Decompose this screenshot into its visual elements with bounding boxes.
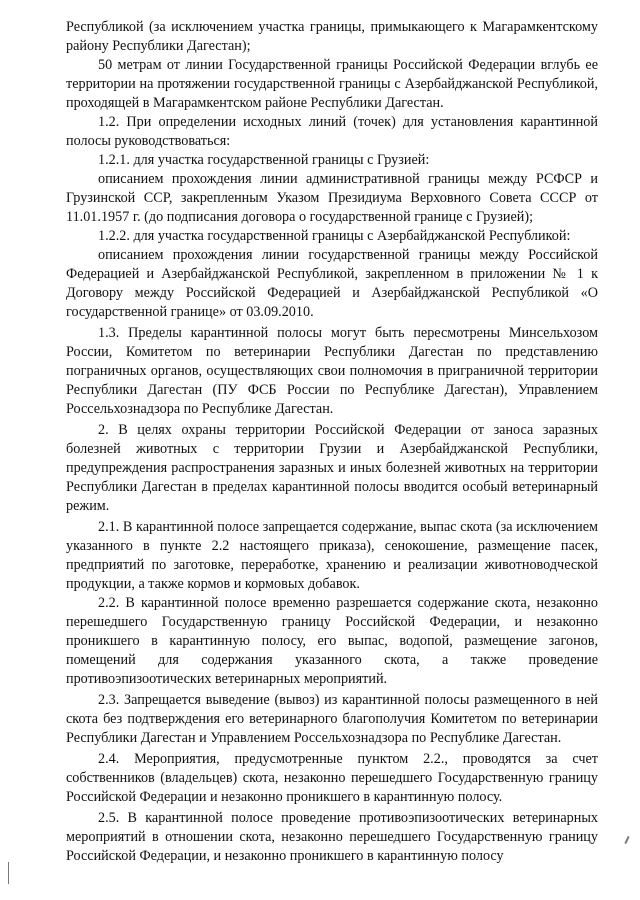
- paragraph-10: 2.1. В карантинной полосе запрещается содержание, выпас скота (за исключением указанного в пункте 2.2 настоящего приказа), сенокошение, размещение пасек, предприятий по заготовке, переработке, хранению и реализации животноводческой продукции, а также кормов и кормовых добавок.: [66, 519, 598, 592]
- paragraph-5: описанием прохождения линии административной границы между РСФСР и Грузинской ССР, закрепленным Указом Президиума Верховного Совета СССР от 11.01.1957 г. (до подписания договора о государственной границе с Грузией);: [66, 171, 598, 225]
- paragraph-13: 2.4. Мероприятия, предусмотренные пунктом 2.2., проводятся за счет собственников (владельцев) скота, незаконно перешедшего Государственную границу Российской Федерации и незаконно проникшего в карантинную полосу.: [66, 751, 598, 805]
- paragraph-8: 1.3. Пределы карантинной полосы могут быть пересмотрены Минсельхозом России, Комитетом по ветеринарии Республики Дагестан по представлению пограничных органов, осуществляющих свои полномочия в приграничной территории Республики Дагестан (ПУ ФСБ России по Республике Дагестан), Управлением Россельхознадзора по Республике Дагестан.: [66, 325, 598, 417]
- paragraph-6: 1.2.2. для участка государственной границы с Азербайджанской Республикой:: [98, 228, 571, 244]
- paragraph-2: 50 метрам от линии Государственной границы Российской Федерации вглубь ее территории на протяжении государственной границы с Азербайджанской Республикой, проходящей в Магарамкентском районе Республики Дагестан.: [66, 57, 598, 111]
- paragraph-7: описанием прохождения линии государственной границы между Российской Федерацией и Азербайджанской Республикой, закрепленном в приложении № 1 к Договору между Российской Федерацией и Азербайджанской Республикой «О государственной границе» от 03.09.2010.: [66, 247, 598, 320]
- paragraph-1: Республикой (за исключением участка границы, примыкающего к Магарамкентскому району Республики Дагестан);: [66, 19, 598, 54]
- paragraph-3: 1.2. При определении исходных линий (точек) для установления карантинной полосы руководствоваться:: [66, 114, 598, 149]
- paragraph-14: 2.5. В карантинной полосе проведение противоэпизоотических ветеринарных мероприятий в отношении скота, незаконно перешедшего Государственную границу Российской Федерации, и незаконно проникшего в карантинную полосу: [66, 810, 598, 864]
- paragraph-4: 1.2.1. для участка государственной границы с Грузией:: [98, 152, 430, 168]
- scan-speck-right: [624, 836, 629, 844]
- paragraph-9: 2. В целях охраны территории Российской Федерации от заноса заразных болезней животных с территории Грузии и Азербайджанской Республики, предупреждения распространения заразных и иных болезней животных на территории Республики Дагестан в пределах карантинной полосы вводится особый ветеринарный режим.: [66, 422, 598, 514]
- scan-edge-mark: [8, 862, 9, 884]
- paragraph-11: 2.2. В карантинной полосе временно разрешается содержание скота, незаконно перешедшего Государственную границу Российской Федерации, и незаконно проникшего в карантинную полосу, его выпас, водопой, размещение загонов, помещений для содержания указанного скота, а также проведение противоэпизоотических ветеринарных мероприятий.: [66, 595, 598, 687]
- document-page: [66, 18, 598, 866]
- paragraph-12: 2.3. Запрещается выведение (вывоз) из карантинной полосы размещенного в ней скота без подтверждения его ветеринарного благополучия Комитетом по ветеринарии Республики Дагестан и Управлением Россельхознадзора по Республике Дагестан.: [66, 692, 598, 746]
